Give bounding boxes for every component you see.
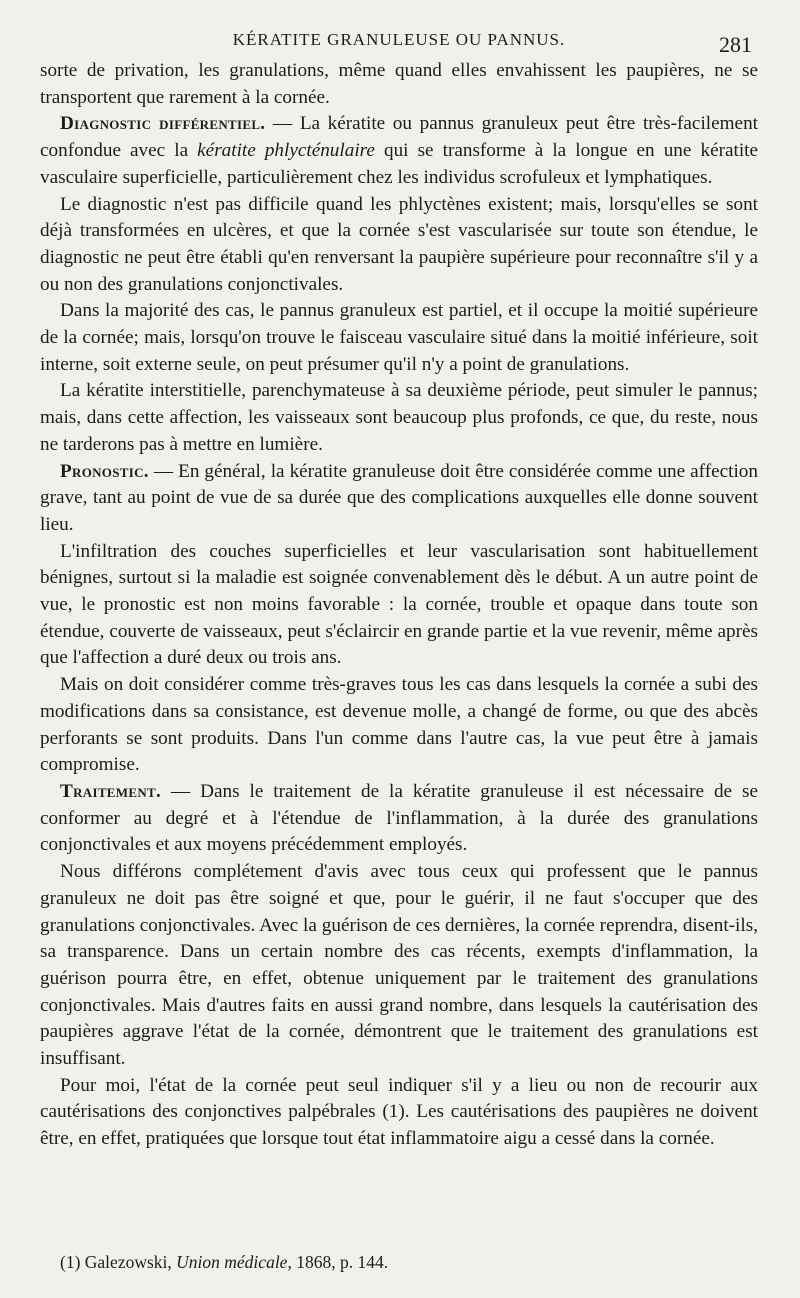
section-heading-pronostic: Pronostic. <box>60 460 149 482</box>
section-heading-diagnostic: Diagnostic différentiel. <box>60 113 266 135</box>
paragraph: L'infiltration des couches superficielles et leur vascularisation sont habituellement bénignes, surtout si la maladie est soignée convenablement dès le début. A un autre point de vue, le pronostic est non moins favorable : la cornée, trouble et opaque dans toute son étendue, couverte de vaisseaux, peut s'éclaircir en grande partie et la vue revenir, même après que l'affection a duré deux ou trois ans. <box>40 540 758 669</box>
footnote-citation: , 1868, p. 144. <box>287 1252 389 1272</box>
footnote-journal: Union médicale <box>176 1252 288 1272</box>
paragraph: Nous différons complétement d'avis avec tous ceux qui professent que le pannus granuleux ne doit pas être soigné et que, pour le guérir, il ne faut s'occuper que des granulations conjonctivales. Avec la guérison de ces dernières, la cornée reprendra, disent-ils, sa transparence. Dans un certain nombre des cas récents, exempts d'inflammation, la guérison pourra être, en effet, obtenue uniquement par le traitement des granulations conjonctivales. Mais d'autres faits en aussi grand nombre, dans lesquels la cautérisation des paupières aggrave l'état de la cornée, démontrent que le traitement des granulations est insuffisant. <box>40 861 758 1070</box>
section-heading-traitement: Traitement. <box>60 780 162 802</box>
paragraph-text: — En général, la kératite granuleuse doit être considérée comme une affection grave, tant au point de vue de sa durée que des complications auxquelles elle donne souvent lieu. <box>40 460 758 535</box>
paragraph-pronostic <box>40 459 758 539</box>
running-head <box>40 30 758 58</box>
body-text <box>40 58 758 1153</box>
paragraph: Dans la majorité des cas, le pannus granuleux est partiel, et il occupe la moitié supérieure de la cornée; mais, lorsqu'on trouve le faisceau vasculaire situé dans la moitié inférieure, soit interne, soit externe seule, on peut présumer qu'il n'y a point de granulations. <box>40 300 758 375</box>
page-number: 281 <box>719 32 752 57</box>
paragraph-traitement <box>40 779 758 859</box>
footnote <box>60 1252 388 1273</box>
italic-term: kératite phlycténulaire <box>197 140 375 162</box>
paragraph-diagnostic <box>40 111 758 191</box>
paragraph-text: qui se transforme à la longue en une kératite vasculaire superficielle, particulièrement chez les individus scrofuleux et lymphatiques. <box>40 140 758 188</box>
paragraph: La kératite interstitielle, parenchymateuse à sa deuxième période, peut simuler le pannus; mais, dans cette affection, les vaisseaux sont beaucoup plus profonds, ce que, du reste, nous ne tarderons pas à mettre en lumière. <box>40 380 758 455</box>
footnote-marker: (1) Galezowski, <box>60 1252 177 1272</box>
running-title: KÉRATITE GRANULEUSE OU PANNUS. <box>232 30 566 49</box>
paragraph: Le diagnostic n'est pas difficile quand les phlyctènes existent; mais, lorsqu'elles se sont déjà transformées en ulcères, et que la cornée s'est vascularisée sur toute son étendue, le diagnostic ne peut être établi qu'en renversant la paupière supérieure pour reconnaître s'il y a ou non des granulations conjonctivales. <box>40 193 758 295</box>
paragraph: Pour moi, l'état de la cornée peut seul indiquer s'il y a lieu ou non de recourir aux cautérisations des conjonctives palpébrales (1). Les cautérisations des paupières ne doivent être, en effet, pratiquées que lorsque tout état inflammatoire aigu a cessé dans la cornée. <box>40 1074 758 1150</box>
paragraph: Mais on doit considérer comme très-graves tous les cas dans lesquels la cornée a subi des modifications dans sa consistance, est devenue molle, a changé de forme, ou que des abcès perforants se sont produits. Dans l'un comme dans l'autre cas, la vue peut être à jamais compromise. <box>40 674 758 776</box>
paragraph-text: — La kératite ou pannus granuleux peut être très-facilement confondue avec la <box>40 113 758 162</box>
paragraph-text: — Dans le traitement de la kératite granuleuse il est nécessaire de se conformer au degré et à l'étendue de l'inflammation, à la durée des granulations conjonctivales et aux moyens précédemment employés. <box>40 780 758 856</box>
paragraph-continuation: sorte de privation, les granulations, même quand elles envahissent les paupières, ne se transportent que rarement à la cornée. <box>40 60 758 108</box>
